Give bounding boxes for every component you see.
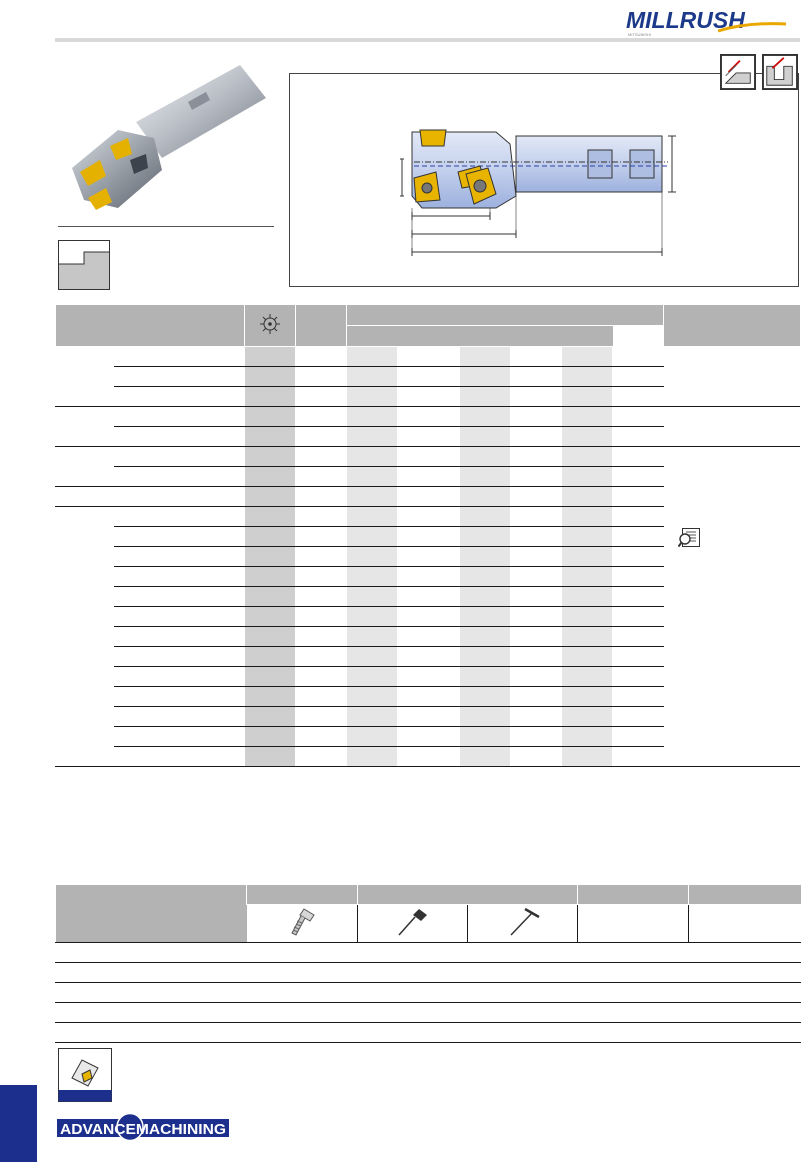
cutter-dimension-drawing [400,124,690,264]
table-row [56,1023,801,1043]
section-side-tab [0,1085,37,1162]
screwdriver-cell [358,905,468,943]
table-row [56,527,801,547]
table-row [56,687,801,707]
table-row [56,607,801,627]
table-row [56,567,801,587]
parts-col-header-order-number [56,885,247,943]
dimension-drawing-box [289,73,799,287]
svg-text:ADVANCEMACHINING: ADVANCEMACHINING [60,1122,226,1138]
col-header-teeth [296,305,347,347]
table-row [56,1003,801,1023]
svg-text:MILLRUSH: MILLRUSH [626,7,745,33]
screwdriver-icon [393,905,433,939]
anti-seize-cell [578,905,689,943]
t-wrench-icon [503,905,543,939]
table-row [56,547,801,567]
col-header-order-number [56,305,245,347]
col-header-dimensions [347,305,664,326]
slotting-icon [762,54,798,90]
advance-machining-logo [57,1113,229,1141]
parts-col-header-clamp-screw [247,885,358,905]
table-row [56,983,801,1003]
table-row [56,667,801,687]
header-rule [55,38,800,42]
parts-col-header-anti-seize [578,885,689,905]
table-row [56,707,801,727]
spec-table [55,305,800,767]
parts-col-header-wrench [358,885,578,905]
shoulder-milling-icon [720,54,756,90]
col-header-insert [664,305,800,347]
parts-col-header-other [689,885,801,905]
stock-symbol-icon [259,313,281,335]
table-row [56,467,801,487]
table-row [56,963,801,983]
table-row [56,943,801,963]
t-wrench-cell [468,905,578,943]
millrush-logo [622,4,792,38]
table-row [56,347,801,367]
table-row [56,587,801,607]
col-subheader-mm [347,326,613,347]
table-row [56,427,801,447]
table-row [56,407,801,427]
table-row [56,447,801,467]
shoulder-shape-icon [58,240,110,290]
clamp-screw-cell [247,905,358,943]
clamp-screw-icon [284,905,320,939]
table-row [56,387,801,407]
table-row [56,727,801,747]
table-row [56,507,801,527]
table-row [56,647,801,667]
col-header-stock [245,305,296,347]
note-book-icon [58,1048,112,1102]
table-row [56,487,801,507]
table-row [56,747,801,767]
end-mill-photo [58,60,273,220]
other-cell [689,905,801,943]
reference-page-icon[interactable] [678,528,700,548]
table-row [56,627,801,647]
photo-rule [58,226,274,227]
table-row [56,367,801,387]
svg-text:MITSUBISHI: MITSUBISHI [628,32,651,37]
parts-table [55,885,801,1043]
